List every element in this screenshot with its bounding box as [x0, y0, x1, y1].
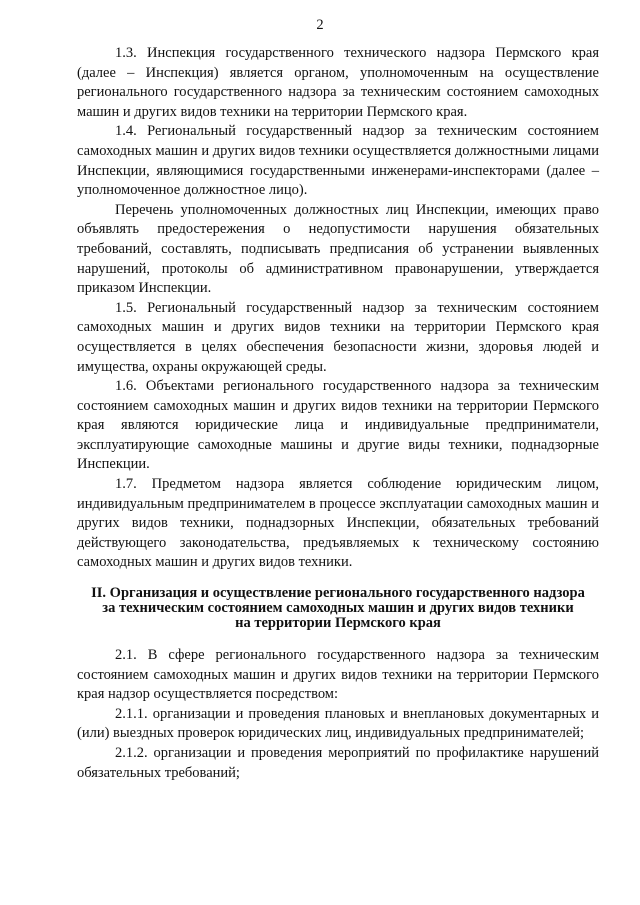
paragraph-2-1: 2.1. В сфере регионального государственного надзора за техническим состоянием самоходных машин и других видов техники на территории Пермского края надзор осуществляется посредством:: [77, 647, 599, 703]
paragraph-1-5: 1.5. Региональный государственный надзор за техническим состоянием самоходных машин и других видов техники на территории Пермского края осуществляется в целях обеспечения безопасности жизни, здоровья людей и имущества, охраны окружающей среды.: [77, 299, 599, 375]
paragraph-1-4: 1.4. Региональный государственный надзор за техническим состоянием самоходных машин и других видов техники осуществляется должностными лицами Инспекции, являющимися государственными инженерами-инспекторами (далее – уполномоченное должностное лицо).: [77, 123, 599, 199]
paragraph-1-6: 1.6. Объектами регионального государственного надзора за техническим состоянием самоходных машин и других видов техники на территории Пермского края являются юридические лица и индивидуальные предприниматели, эксплуатирующие самоходные машины и другие виды техники, поднадзорные Инспекции.: [77, 378, 599, 473]
paragraph-1-7: 1.7. Предметом надзора является соблюдение юридическим лицом, индивидуальным предпринимателем в процессе эксплуатации самоходных машин и других видов техники, поднадзорных Инспекции, обязательных требований действующего законодательства, предъявляемых к техническому состоянию самоходных машин и других видов техники.: [77, 476, 599, 571]
section-heading-line: II. Организация и осуществление регионального государственного надзора: [91, 585, 585, 602]
paragraph-2-1-2: 2.1.2. организации и проведения мероприятий по профилактике нарушений обязательных требований;: [77, 745, 599, 781]
section-heading: [77, 586, 599, 631]
paragraph-2-1-1: 2.1.1. организации и проведения плановых и внеплановых документарных и (или) выездных проверок юридических лиц, индивидуальных предпринимателей;: [77, 705, 599, 742]
paragraph-officials-list: Перечень уполномоченных должностных лиц Инспекции, имеющих право объявлять предостережения о недопустимости нарушения обязательных требований, составлять, подписывать предписания об устранении выявленных нарушений, протоколы об административном правонарушении, утверждается приказом Инспекции.: [77, 201, 599, 297]
paragraph-1-3: 1.3. Инспекция государственного технического надзора Пермского края (далее – Инспекция) является органом, уполномоченным на осуществление регионального государственного надзора за техническим состоянием самоходных машин и других видов техники на территории Пермского края.: [77, 45, 599, 120]
page-number: 2: [316, 17, 324, 33]
section-heading-line: за техническим состоянием самоходных машин и других видов техники: [102, 600, 574, 617]
document-body: [77, 44, 599, 783]
section-heading-line: на территории Пермского края: [235, 615, 441, 632]
